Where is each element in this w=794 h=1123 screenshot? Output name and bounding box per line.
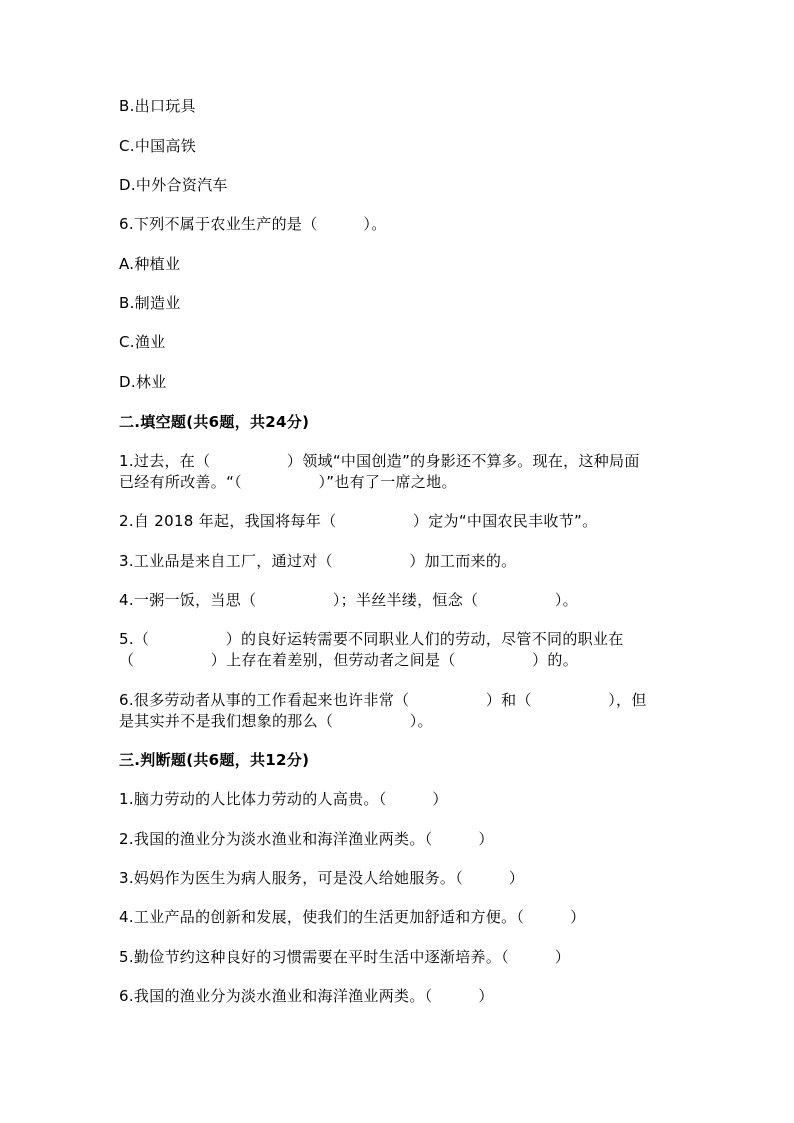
question-6-option-c: C.渔业 bbox=[119, 333, 166, 351]
judge-q6: 6.我国的渔业分为淡水渔业和海洋渔业两类。（ ） bbox=[119, 987, 494, 1005]
fill-q3: 3.工业品是来自工厂，通过对（ ）加工而来的。 bbox=[119, 552, 517, 570]
option-c: C.中国高铁 bbox=[119, 137, 197, 155]
section-2-heading: 二.填空题(共6题，共24分) bbox=[119, 413, 310, 431]
question-6-option-b: B.制造业 bbox=[119, 294, 181, 312]
fill-q6-line2: 是其实并不是我们想象的那么（ ）。 bbox=[119, 712, 433, 730]
fill-q4: 4.一粥一饭，当思（ ）；半丝半缕，恒念（ ）。 bbox=[119, 591, 578, 609]
judge-q1: 1.脑力劳动的人比体力劳动的人高贵。（ ） bbox=[119, 790, 448, 808]
section-3-heading: 三.判断题(共6题，共12分) bbox=[119, 751, 310, 769]
judge-q2: 2.我国的渔业分为淡水渔业和海洋渔业两类。（ ） bbox=[119, 830, 494, 848]
judge-q4: 4.工业产品的创新和发展，使我们的生活更加舒适和方便。（ ） bbox=[119, 908, 586, 926]
fill-q2: 2.自 2018 年起，我国将每年（ ）定为“中国农民丰收节”。 bbox=[119, 512, 598, 530]
fill-q6-line1: 6.很多劳动者从事的工作看起来也许非常（ ）和（ ），但 bbox=[119, 691, 647, 709]
option-d: D.中外合资汽车 bbox=[119, 176, 228, 194]
judge-q3: 3.妈妈作为医生为病人服务，可是没人给她服务。（ ） bbox=[119, 869, 525, 887]
judge-q5: 5.勤俭节约这种良好的习惯需要在平时生活中逐渐培养。（ ） bbox=[119, 948, 571, 966]
question-6-option-d: D.林业 bbox=[119, 373, 167, 391]
question-6-stem: 6.下列不属于农业生产的是（ ）。 bbox=[119, 215, 387, 233]
fill-q5-line2: （ ）上存在着差别，但劳动者之间是（ ）的。 bbox=[119, 651, 579, 669]
option-b: B.出口玩具 bbox=[119, 97, 196, 115]
fill-q1-line1: 1.过去，在（ ）领域“中国创造”的身影还不算多。现在，这种局面 bbox=[119, 452, 640, 470]
fill-q5-line1: 5.（ ）的良好运转需要不同职业人们的劳动，尽管不同的职业在 bbox=[119, 630, 624, 648]
fill-q1-line2: 已经有所改善。“（ ）”也有了一席之地。 bbox=[119, 473, 457, 491]
question-6-option-a: A.种植业 bbox=[119, 255, 181, 273]
